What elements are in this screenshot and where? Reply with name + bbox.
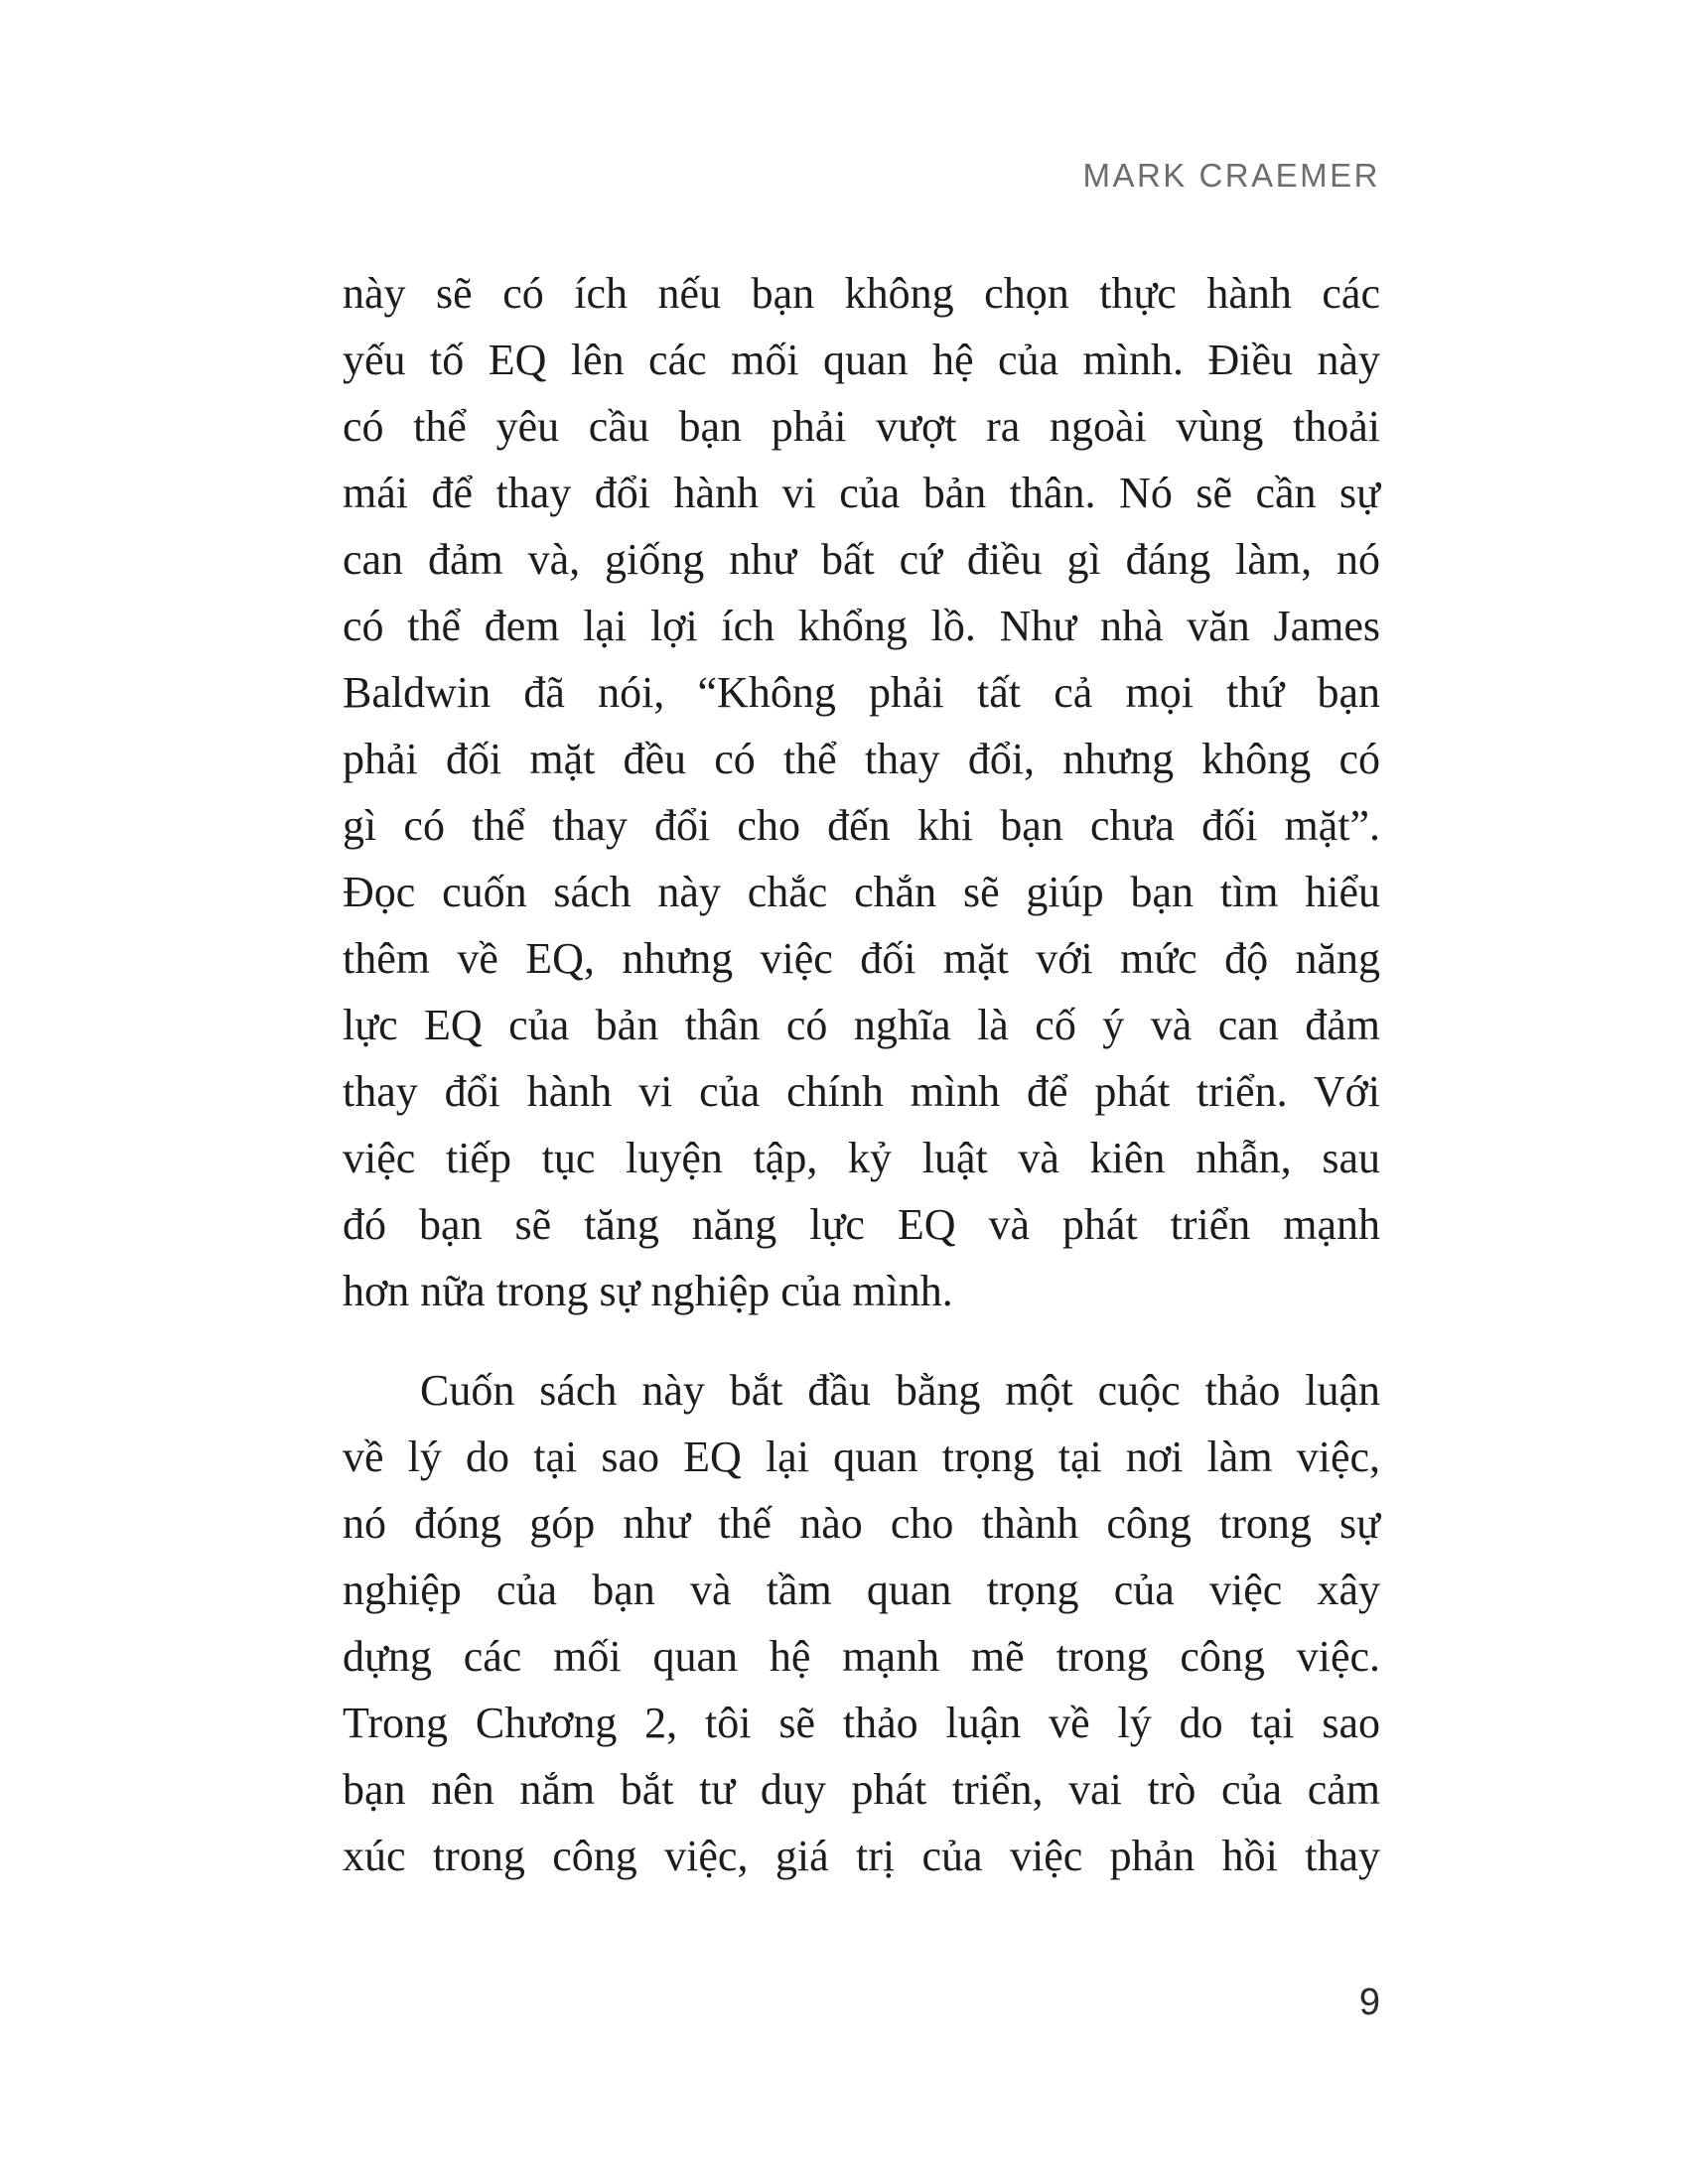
- text-line: lực EQ của bản thân có nghĩa là cố ý và can đảm: [343, 1001, 1380, 1049]
- text-line: thêm về EQ, nhưng việc đối mặt với mức độ năng: [343, 934, 1380, 983]
- text-line: yếu tố EQ lên các mối quan hệ của mình. Điều này: [343, 336, 1380, 384]
- text-line: bạn nên nắm bắt tư duy phát triển, vai trò của cảm: [343, 1765, 1380, 1814]
- text-line: Trong Chương 2, tôi sẽ thảo luận về lý do tại sao: [343, 1699, 1380, 1747]
- text-line: thay đổi hành vi của chính mình để phát triển. Với: [343, 1067, 1380, 1116]
- text-line: có thể đem lại lợi ích khổng lồ. Như nhà văn James: [343, 602, 1380, 650]
- text-line: nó đóng góp như thế nào cho thành công trong sự: [343, 1499, 1380, 1548]
- text-line: mái để thay đổi hành vi của bản thân. Nó sẽ cần sự: [343, 469, 1380, 517]
- text-line: việc tiếp tục luyện tập, kỷ luật và kiên nhẫn, sau: [343, 1134, 1380, 1182]
- text-line: phải đối mặt đều có thể thay đổi, nhưng không có: [343, 735, 1380, 783]
- text-line: có thể yêu cầu bạn phải vượt ra ngoài vùng thoải: [343, 402, 1380, 451]
- text-line: nghiệp của bạn và tầm quan trọng của việc xây: [343, 1566, 1380, 1614]
- text-line: đó bạn sẽ tăng năng lực EQ và phát triển mạnh: [343, 1200, 1380, 1249]
- text-line: Đọc cuốn sách này chắc chắn sẽ giúp bạn tìm hiểu: [343, 868, 1380, 916]
- text-line: Baldwin đã nói, “Không phải tất cả mọi thứ bạn: [343, 668, 1380, 717]
- text-line: gì có thể thay đổi cho đến khi bạn chưa đối mặt”.: [343, 801, 1380, 850]
- running-header: MARK CRAEMER: [1082, 157, 1380, 194]
- text-line: xúc trong công việc, giá trị của việc phản hồi thay: [343, 1832, 1380, 1880]
- paragraph-1: [343, 260, 1380, 1324]
- body-text: [343, 260, 1380, 1889]
- text-line: can đảm và, giống như bất cứ điều gì đáng làm, nó: [343, 535, 1380, 584]
- text-line: Cuốn sách này bắt đầu bằng một cuộc thảo luận: [420, 1366, 1380, 1415]
- text-line: về lý do tại sao EQ lại quan trọng tại nơi làm việc,: [343, 1433, 1380, 1481]
- text-line: này sẽ có ích nếu bạn không chọn thực hành các: [343, 269, 1380, 318]
- text-line: hơn nữa trong sự nghiệp của mình.: [343, 1267, 953, 1315]
- page-number: 9: [1358, 1981, 1380, 2023]
- paragraph-2: [343, 1357, 1380, 1889]
- text-line: dựng các mối quan hệ mạnh mẽ trong công việc.: [343, 1632, 1380, 1681]
